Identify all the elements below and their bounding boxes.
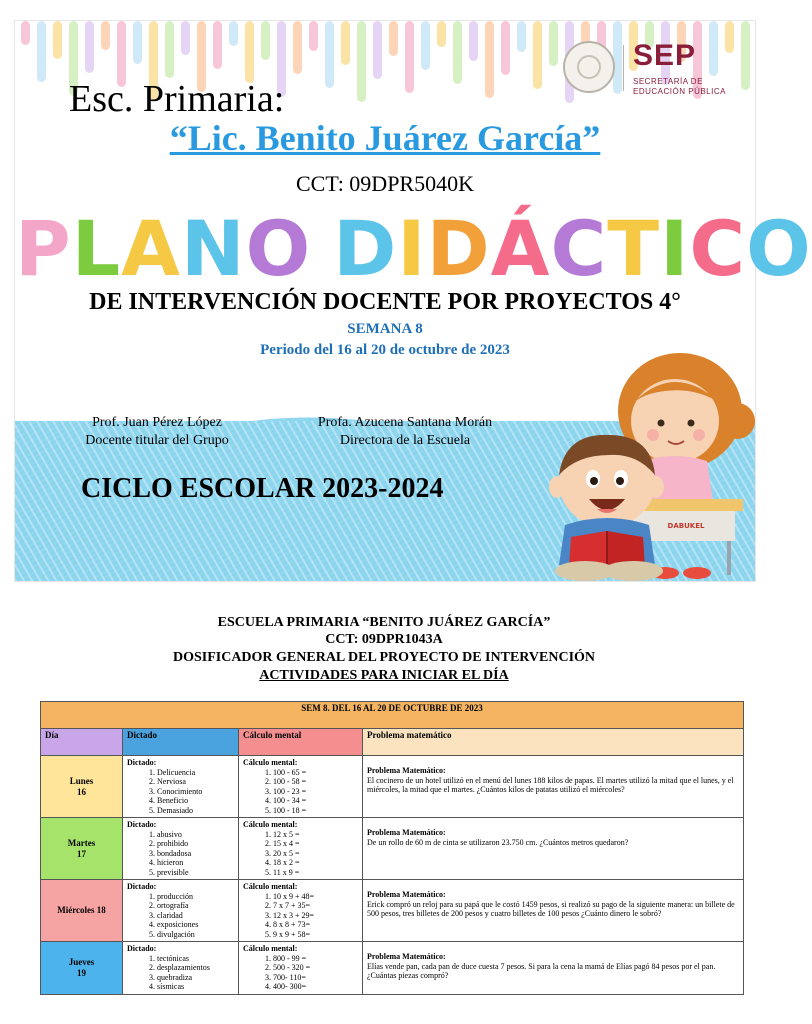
problema-text: Elías vende pan, cada pan de duce cuesta 7 pesos. Si para la cena la mamá de Elías pagó 84 pesos por el pan. ¿Cuántas piezas compró? — [367, 961, 716, 980]
list-item: 3. Conocimiento — [157, 787, 234, 797]
title-letter: A — [121, 204, 181, 293]
list-item: 1. abusivo — [157, 830, 234, 840]
list-item: 1. producción — [157, 892, 234, 902]
calculo-cell — [239, 756, 363, 818]
paint-drip — [53, 21, 62, 59]
list-item: 2. 500 - 320 = — [273, 963, 358, 973]
cover-cct: CCT: 09DPR5040K — [296, 171, 474, 196]
list-item: 4. 100 - 34 = — [273, 796, 358, 806]
dictado-title: Dictado: — [127, 758, 157, 767]
paint-drip — [533, 21, 542, 89]
list-item: 5. 11 x 9 = — [273, 868, 358, 878]
problema-text: De un rollo de 60 m de cinta se utilizaron 23.750 cm. ¿Cuántos metros quedaron? — [367, 837, 629, 847]
paint-drip — [517, 21, 526, 52]
paint-drip — [181, 21, 190, 55]
sep-wordmark: SEP — [633, 39, 697, 72]
problema-cell — [363, 880, 744, 942]
day-name: Jueves — [68, 956, 95, 967]
list-item: 1. 100 - 65 = — [273, 768, 358, 778]
problema-title: Problema Matemático: — [367, 890, 446, 899]
list-item: 2. 15 x 4 = — [273, 839, 358, 849]
director-name: Profa. Azucena Santana Morán — [317, 415, 493, 430]
list-item: 3. 12 x 3 + 29= — [273, 911, 358, 921]
paint-drip — [469, 21, 478, 61]
list-item: 3. claridad — [157, 911, 234, 921]
paint-drip — [453, 21, 462, 84]
paint-drip — [485, 21, 494, 98]
title-letter: P — [15, 204, 72, 293]
list-item: 1. Delicuencia — [157, 768, 234, 778]
day-cell — [41, 818, 123, 880]
calculo-title: Cálculo mental: — [243, 944, 298, 953]
list-item: 1. 10 x 9 + 48= — [273, 892, 358, 902]
calculo-cell — [239, 818, 363, 880]
list-item: 2. ortografía — [157, 901, 234, 911]
list-item: 3. quebradiza — [157, 973, 234, 983]
paint-drip — [261, 21, 270, 60]
calculo-list — [243, 954, 358, 992]
title-letter: O — [245, 204, 312, 293]
paint-drip — [293, 21, 302, 74]
header-dia: Día — [41, 729, 123, 756]
paint-drip — [245, 21, 254, 83]
activities-heading: ACTIVIDADES PARA INICIAR EL DÍA — [259, 668, 509, 683]
table-row — [41, 756, 744, 818]
desk-logo-text: DABUKEL — [667, 522, 705, 530]
list-item: 2. 100 - 58 = — [273, 777, 358, 787]
paint-drip — [101, 21, 110, 50]
calculo-title: Cálculo mental: — [243, 820, 298, 829]
title-letter: T — [607, 204, 661, 293]
paint-drip — [357, 21, 366, 102]
list-item: 5. previsible — [157, 868, 234, 878]
table-row — [41, 942, 744, 995]
problema-cell — [363, 756, 744, 818]
list-item: 3. 20 x 5 = — [273, 849, 358, 859]
list-item: 5. Demasiado — [157, 806, 234, 816]
dictado-list — [127, 830, 234, 878]
title-letter: D — [426, 204, 491, 293]
day-cell — [41, 880, 123, 942]
list-item: 2. prohibido — [157, 839, 234, 849]
dictado-title: Dictado: — [127, 882, 157, 891]
problema-cell — [363, 818, 744, 880]
paint-drip — [501, 21, 510, 75]
title-letter: O — [746, 204, 812, 293]
director-signature — [295, 414, 515, 450]
problema-text: Erick compró un reloj para su papá que le costó 1459 pesos, si realizó su pago de la siguiente manera: un billete de 500 pesos, tres billetes de 200 pesos y cuatro billetes de 100 pesos ¿Cuánto dinero le sobró? — [367, 899, 735, 918]
mexico-seal-icon — [563, 41, 615, 93]
dictado-cell — [123, 818, 239, 880]
table-row — [41, 818, 744, 880]
list-item: 1. 800 - 99 = — [273, 954, 358, 964]
title-letter: N — [180, 204, 246, 293]
dictado-list — [127, 954, 234, 992]
dictado-title: Dictado: — [127, 820, 157, 829]
list-item: 5. 9 x 9 + 58= — [273, 930, 358, 940]
list-item: 4. hicieron — [157, 858, 234, 868]
teacher-name: Prof. Juan Pérez López — [92, 415, 222, 430]
paint-drip — [421, 21, 430, 70]
list-item: 4. exposiciones — [157, 920, 234, 930]
day-name: Lunes — [69, 775, 94, 786]
day-number: 16 — [77, 786, 86, 797]
list-item: 4. 400- 300= — [273, 982, 358, 992]
title-letter: Á — [490, 204, 551, 293]
paint-drip — [405, 21, 414, 93]
list-item: 4. 18 x 2 = — [273, 858, 358, 868]
logo-divider — [623, 45, 624, 91]
paint-drip — [85, 21, 94, 73]
list-item: 5. 100 - 18 = — [273, 806, 358, 816]
sep-subtitle — [633, 77, 726, 97]
school-cycle: CICLO ESCOLAR 2023-2024 — [81, 473, 444, 504]
paint-drip — [21, 21, 30, 45]
cct-heading: CCT: 09DPR1043A — [325, 632, 443, 647]
paint-drip — [165, 21, 174, 78]
paint-drip — [325, 21, 334, 88]
day-cell — [41, 942, 123, 995]
problema-title: Problema Matemático: — [367, 952, 446, 961]
day-number: 17 — [77, 848, 86, 859]
header-problema: Problema matemático — [363, 729, 744, 756]
paint-drip — [133, 21, 142, 64]
title-letter: I — [397, 204, 427, 293]
paint-drip — [37, 21, 46, 82]
table-title-row — [41, 702, 744, 729]
teacher-role: Docente titular del Grupo — [85, 433, 229, 448]
paint-drip — [389, 21, 398, 56]
school-name: “Lic. Benito Juárez García” — [169, 118, 601, 158]
problema-title: Problema Matemático: — [367, 828, 446, 837]
sep-logo — [563, 39, 743, 99]
dictado-cell — [123, 756, 239, 818]
plano-didactico-title — [15, 199, 812, 299]
paint-drip — [549, 21, 558, 66]
list-item: 3. 700- 110= — [273, 973, 358, 983]
day-number: 19 — [77, 967, 86, 978]
title-letter: L — [71, 204, 122, 293]
dictado-list — [127, 892, 234, 940]
paint-drip — [309, 21, 318, 51]
calculo-title: Cálculo mental: — [243, 758, 298, 767]
title-letter: D — [333, 204, 398, 293]
header-calculo: Cálculo mental — [239, 729, 363, 756]
list-item: 2. desplazamientos — [157, 963, 234, 973]
problema-title: Problema Matemático: — [367, 766, 446, 775]
problema-text: El cocinero de un hotel utilizó en el menú del lunes 188 kilos de papas. El martes utilizó la mitad que el lunes, y el miércoles, la mitad que el martes. ¿Cuántos kilos de patatas utilizó el miércoles? — [367, 775, 734, 794]
cover-page — [14, 20, 812, 582]
header-dictado: Dictado — [123, 729, 239, 756]
paint-drip — [373, 21, 382, 79]
list-item: 3. 100 - 23 = — [273, 787, 358, 797]
week-label: SEMANA 8 — [347, 321, 423, 337]
problema-cell — [363, 942, 744, 995]
day-name: Martes — [67, 837, 96, 848]
calculo-title: Cálculo mental: — [243, 882, 298, 891]
dosificador-heading: DOSIFICADOR GENERAL DEL PROYECTO DE INTERVENCIÓN — [172, 650, 596, 665]
school-label: Esc. Primaria: — [69, 78, 285, 120]
calculo-list — [243, 892, 358, 940]
list-item: 1. 12 x 5 = — [273, 830, 358, 840]
list-item: 2. Nerviosa — [157, 777, 234, 787]
calculo-cell — [239, 880, 363, 942]
table-row — [41, 880, 744, 942]
table-title: SEM 8. DEL 16 AL 20 DE OCTUBRE DE 2023 — [41, 702, 744, 729]
list-item: 1. tectónicas — [157, 954, 234, 964]
paint-drip — [437, 21, 446, 47]
children-reading-illustration — [525, 351, 755, 581]
list-item: 2. 7 x 7 + 35= — [273, 901, 358, 911]
list-item: 4. Beneficio — [157, 796, 234, 806]
cover-subtitle: DE INTERVENCIÓN DOCENTE POR PROYECTOS 4° — [89, 289, 681, 315]
title-letter: C — [550, 204, 608, 293]
school-heading: ESCUELA PRIMARIA “BENITO JUÁREZ GARCÍA” — [217, 615, 551, 630]
list-item: 4. 8 x 8 + 73= — [273, 920, 358, 930]
calculo-list — [243, 768, 358, 816]
paint-drip — [341, 21, 350, 65]
list-item: 3. bondadosa — [157, 849, 234, 859]
dictado-cell — [123, 942, 239, 995]
list-item: 4. sísmicas — [157, 982, 234, 992]
table-header-row — [41, 729, 744, 756]
director-role: Directora de la Escuela — [339, 433, 471, 448]
dictado-title: Dictado: — [127, 944, 157, 953]
title-letter: C — [689, 204, 747, 293]
dictado-list — [127, 768, 234, 816]
teacher-signature — [67, 414, 247, 450]
title-letter: I — [660, 204, 690, 293]
paint-drip — [213, 21, 222, 69]
list-item: 5. divulgación — [157, 930, 234, 940]
sep-subtitle-line2: EDUCACIÓN PÚBLICA — [633, 87, 726, 96]
sep-subtitle-line1: SECRETARÍA DE — [633, 77, 703, 86]
day-cell — [41, 756, 123, 818]
dosificador-table — [40, 701, 744, 995]
day-name: Miércoles 18 — [57, 905, 106, 915]
dictado-cell — [123, 880, 239, 942]
paint-drip — [229, 21, 238, 46]
calculo-cell — [239, 942, 363, 995]
calculo-list — [243, 830, 358, 878]
period-label: Periodo del 16 al 20 de octubre de 2023 — [260, 342, 510, 358]
